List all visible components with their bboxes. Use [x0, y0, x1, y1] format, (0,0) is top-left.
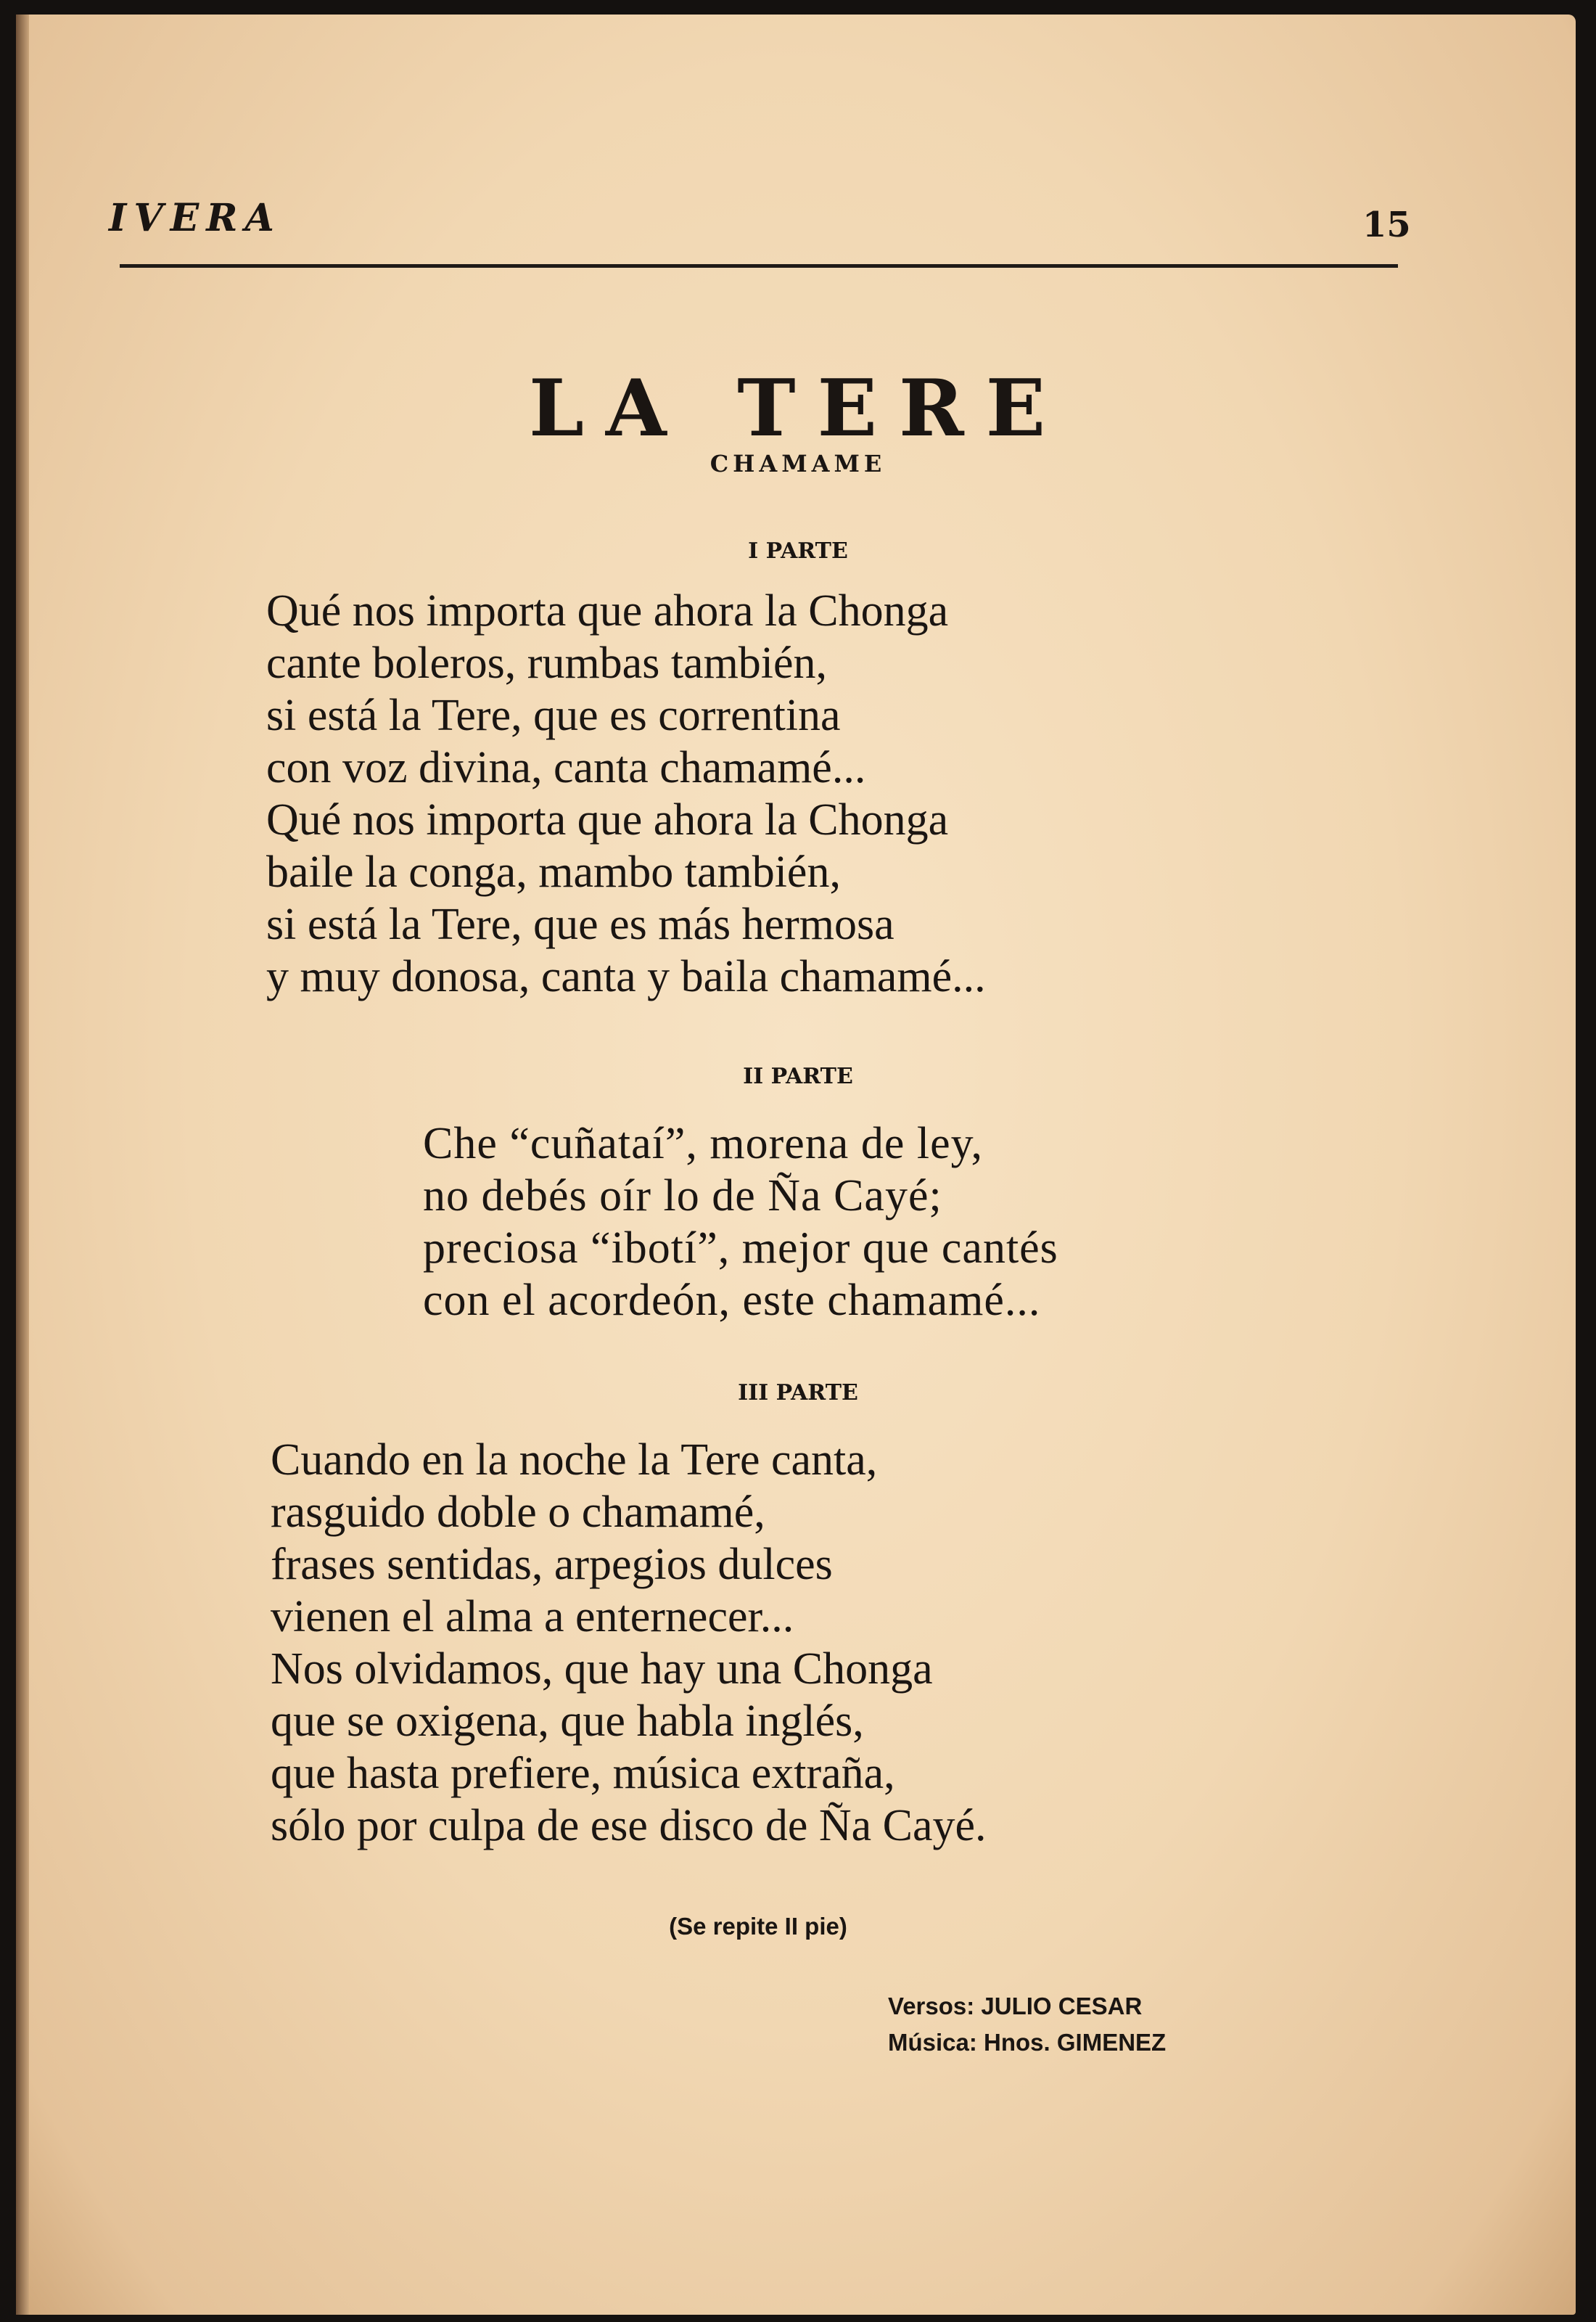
- stanza-3: [271, 1434, 987, 1852]
- stanza-1: [266, 585, 986, 1003]
- verse-line: frases sentidas, arpegios dulces: [271, 1540, 833, 1589]
- verse-line: rasguido doble o chamamé,: [271, 1488, 765, 1537]
- verse-line: Qué nos importa que ahora la Chonga: [266, 795, 949, 845]
- verse-line: con voz divina, canta chamamé...: [266, 743, 866, 792]
- verse-line: vienen el alma a enternecer...: [271, 1592, 794, 1641]
- running-title: IVERA: [109, 196, 281, 240]
- verse-line: si está la Tere, que es más hermosa: [266, 900, 894, 949]
- verse-line: que se oxigena, que habla inglés,: [271, 1697, 864, 1746]
- verse-line: no debés oír lo de Ña Cayé;: [423, 1171, 942, 1221]
- repeat-note: (Se repite II pie): [669, 1913, 847, 1940]
- book-spine: [16, 15, 29, 2315]
- verse-line: preciosa “ibotí”, mejor que cantés: [423, 1223, 1058, 1273]
- verse-line: si está la Tere, que es correntina: [266, 691, 841, 740]
- part-heading: III PARTE: [738, 1380, 858, 1406]
- verse-line: baile la conga, mambo también,: [266, 848, 841, 897]
- verse-line: y muy donosa, canta y baila chamamé...: [266, 952, 986, 1001]
- music-credit: Música: Hnos. GIMENEZ: [888, 2029, 1167, 2056]
- verse-line: cante boleros, rumbas también,: [266, 639, 828, 688]
- lyrics-credit: Versos: JULIO CESAR: [888, 1993, 1143, 2019]
- song-title: LA TERE: [528, 363, 1068, 454]
- part-heading: II PARTE: [743, 1064, 853, 1089]
- verse-line: que hasta prefiere, música extraña,: [271, 1749, 895, 1798]
- verse-line: con el acordeón, este chamamé...: [423, 1276, 1041, 1325]
- verse-line: sólo por culpa de ese disco de Ña Cayé.: [271, 1801, 987, 1850]
- verse-line: Che “cuñataí”, morena de ley,: [423, 1119, 984, 1168]
- verse-line: Qué nos importa que ahora la Chonga: [266, 586, 949, 636]
- header-rule: [120, 264, 1398, 268]
- part-heading: I PARTE: [748, 538, 848, 564]
- page-number: 15: [1362, 205, 1411, 245]
- stanza-2: [423, 1117, 1058, 1326]
- verse-line: Cuando en la noche la Tere canta,: [271, 1435, 878, 1485]
- verse-line: Nos olvidamos, que hay una Chonga: [271, 1644, 933, 1694]
- song-genre: CHAMAME: [709, 450, 887, 477]
